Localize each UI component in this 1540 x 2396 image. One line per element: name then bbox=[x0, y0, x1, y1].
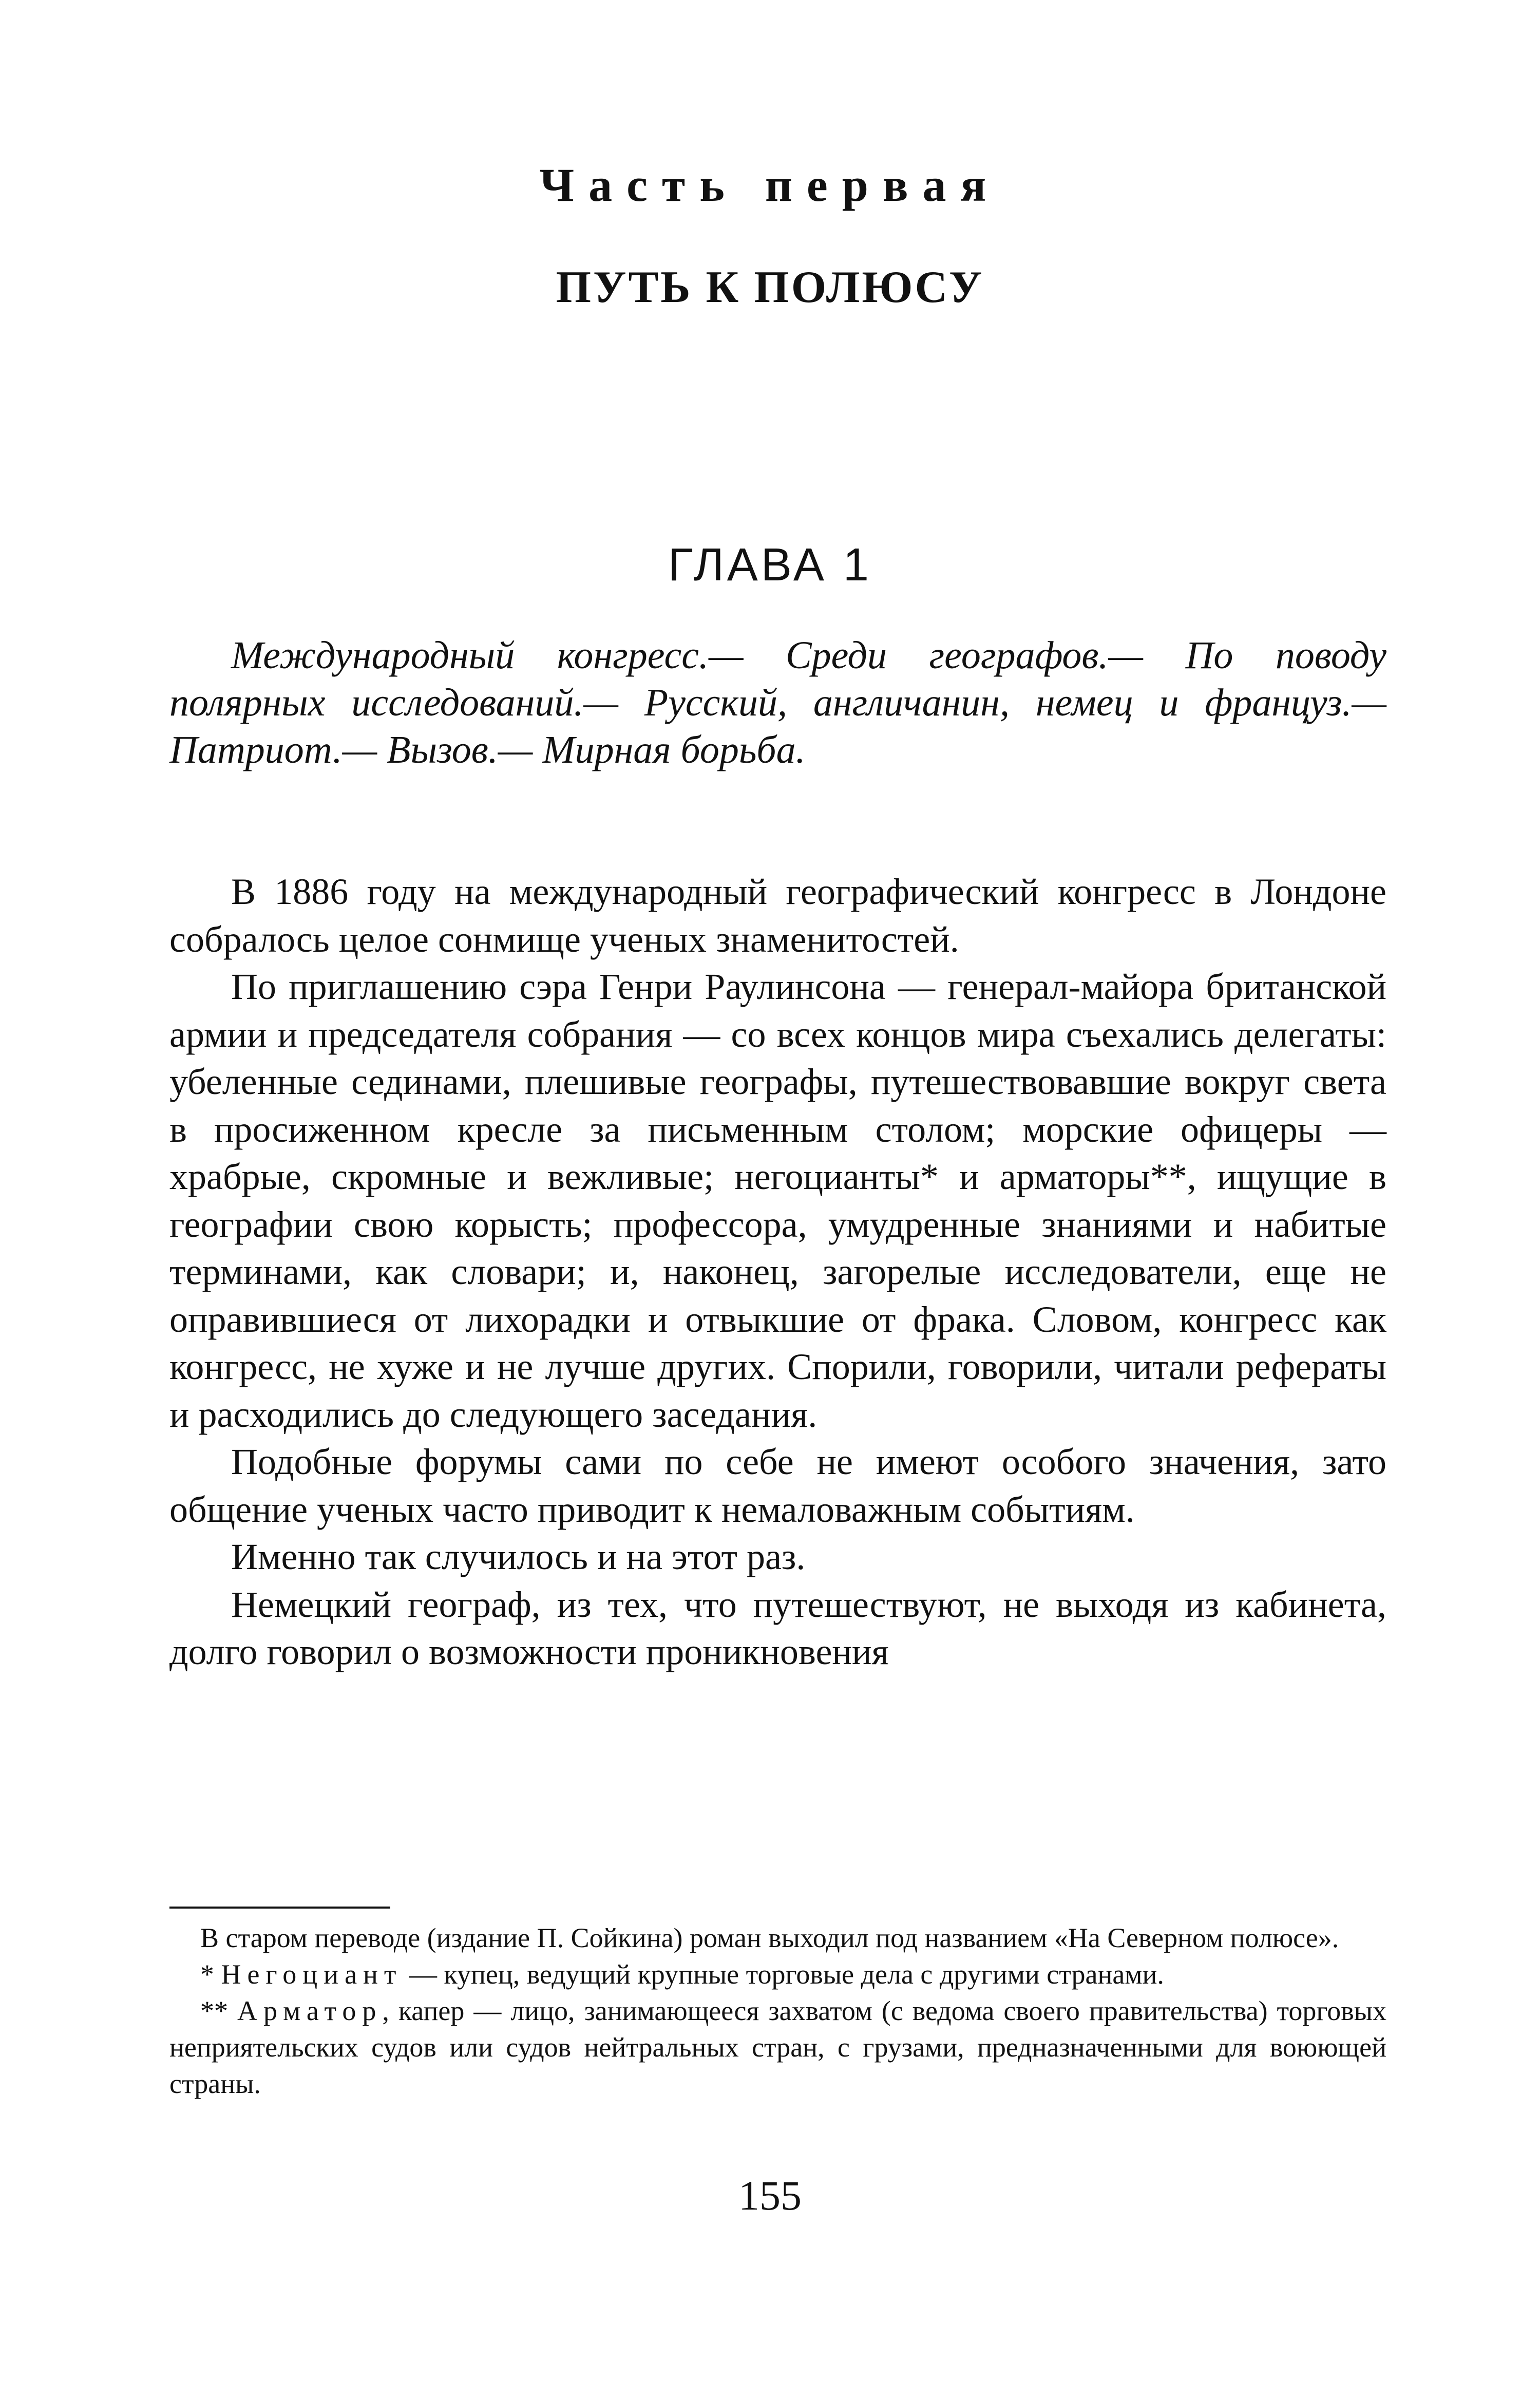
part-title: Часть первая bbox=[539, 159, 1001, 211]
body-text bbox=[169, 868, 1386, 1676]
chapter-title: ГЛАВА 1 bbox=[668, 539, 872, 591]
footnote-2 bbox=[169, 1993, 1386, 2102]
footnote-text: — купец, ведущий крупные торговые дела с другими странами. bbox=[402, 1959, 1164, 1990]
paragraph: По приглашению сэра Генри Раулинсона — генерал-майора британской армии и председателя собрания — со всех концов мира съехались делегаты: убеленные сединами, плешивые географы, путешествовавшие вокруг света в просиженном кресле за письменным столом; морские офицеры — храбрые, скромные и вежливые; негоцианты* и арматоры**, ищущие в географии свою корысть; профессора, умудренные знаниями и набитые терминами, как словари; и, наконец, загорелые исследователи, еще не оправившиеся от лихорадки и отвыкшие от фрака. Словом, конгресс как конгресс, не хуже и не лучше других. Спорили, говорили, читали рефераты и расходились до следующего заседания. bbox=[169, 966, 1386, 1435]
paragraph: Именно так случилось и на этот раз. bbox=[231, 1536, 806, 1577]
footnote-marker: ** bbox=[200, 1995, 237, 2026]
paragraph: Подобные форумы сами по себе не имеют особого значения, зато общение ученых часто приводит к немаловажным событиям. bbox=[169, 1441, 1386, 1530]
page-number: 155 bbox=[738, 2172, 802, 2219]
part-subtitle: ПУТЬ К ПОЛЮСУ bbox=[556, 262, 984, 312]
footnote-intro: В старом переводе (издание П. Сойкина) роман выходил под названием «На Северном полюсе». bbox=[200, 1922, 1339, 1953]
footnote-divider bbox=[169, 1907, 390, 1909]
paragraph: Немецкий географ, из тех, что путешествуют, не выходя из кабинета, долго говорил о возможности проникновения bbox=[169, 1583, 1386, 1672]
footnote-1 bbox=[169, 1956, 1386, 1993]
footnote-term: Арматор bbox=[237, 1995, 383, 2026]
footnote-text: , капер — лицо, занимающееся захватом (с ведома своего правительства) торговых неприятельских судов или судов нейтральных стран, с грузами, предназначенными для воюющей страны. bbox=[169, 1995, 1386, 2099]
paragraph: В 1886 году на международный географический конгресс в Лондоне собралось целое сонмище ученых знаменитостей. bbox=[169, 871, 1386, 960]
footnotes bbox=[169, 1920, 1386, 2102]
chapter-summary: Международный конгресс.— Среди географов.— По поводу полярных исследований.— Русский, англичанин, немец и француз.— Патриот.— Вызов.— Мирная борьба. bbox=[169, 634, 1386, 771]
footnote-marker: * bbox=[200, 1959, 221, 1990]
footnote-term: Негоциант bbox=[221, 1959, 403, 1990]
